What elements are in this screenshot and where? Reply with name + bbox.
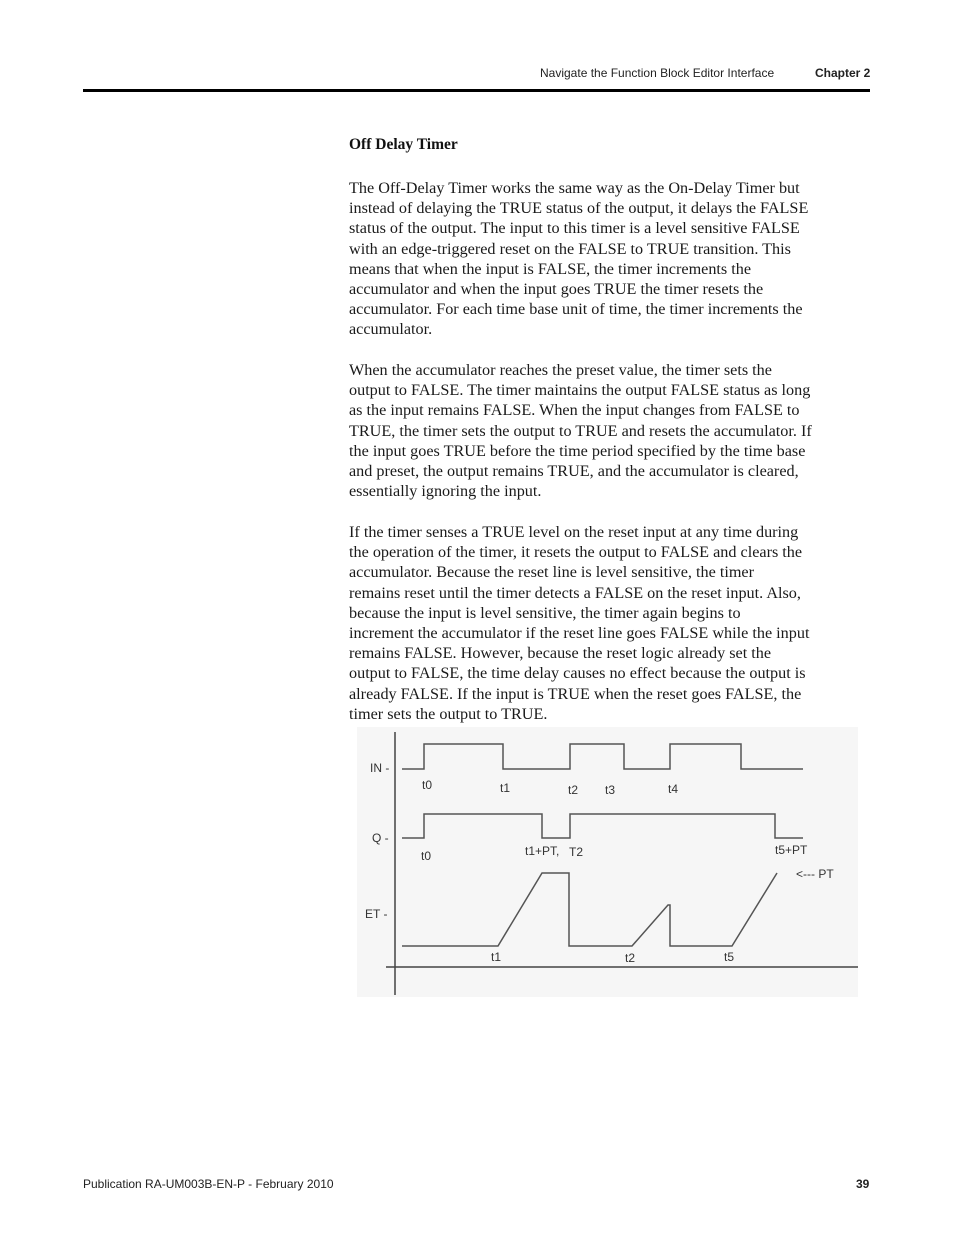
text-line: status of the output. The input to this timer is a level sensitive FALSE: [349, 219, 800, 238]
text-line: timer sets the output to TRUE.: [349, 704, 548, 723]
text-line: output to FALSE, the time delay causes no effect because the output is: [349, 664, 806, 683]
et-signal-label: ET -: [365, 907, 388, 921]
text-line: When the accumulator reaches the preset value, the timer sets the: [349, 361, 772, 379]
in-waveform: [402, 744, 803, 769]
text-line: because the input is level sensitive, the timer again begins to: [349, 603, 741, 622]
text-line: The Off-Delay Timer works the same way as the On-Delay Timer but: [349, 179, 800, 197]
q-time-label: t0: [421, 849, 432, 863]
footer-publication: Publication RA-UM003B-EN-P - February 2010: [83, 1177, 334, 1191]
text-line: essentially ignoring the input.: [349, 482, 542, 501]
in-time-label: t2: [568, 783, 579, 797]
pt-annotation: <--- PT: [796, 867, 834, 881]
in-time-label: t3: [605, 783, 616, 797]
header-rule: [83, 89, 870, 92]
text-line: the operation of the timer, it resets the output to FALSE and clears the: [349, 543, 803, 562]
et-waveform: [402, 873, 777, 946]
section-heading: Off Delay Timer: [349, 136, 458, 153]
in-time-label: t0: [422, 778, 433, 792]
q-time-label: t5+PT: [775, 843, 808, 857]
text-line: instead of delaying the TRUE status of the output, it delays the FALSE: [349, 199, 809, 218]
text-line: with an edge-triggered reset on the FALSE to TRUE transition. This: [349, 239, 791, 258]
paragraph-3: [349, 522, 869, 724]
header-section-title: Navigate the Function Block Editor Interface: [540, 66, 775, 80]
q-time-label: T2: [569, 845, 584, 859]
paragraph-2: [349, 360, 869, 501]
text-line: If the timer senses a TRUE level on the reset input at any time during: [349, 523, 799, 541]
text-line: as the input remains FALSE. When the input changes from FALSE to: [349, 401, 800, 420]
q-waveform: [402, 814, 803, 838]
page-number: 39: [856, 1177, 870, 1191]
text-line: output to FALSE. The timer maintains the output FALSE status as long: [349, 381, 811, 400]
q-signal-label: Q -: [372, 831, 389, 845]
text-line: accumulator. Because the reset line is level sensitive, the timer: [349, 563, 754, 582]
in-signal-label: IN -: [370, 761, 390, 775]
text-line: remains FALSE. However, because the reset logic already set the: [349, 644, 772, 663]
text-line: and preset, the output remains TRUE, and the accumulator is cleared,: [349, 462, 799, 481]
text-line: increment the accumulator if the reset line goes FALSE while the input: [349, 624, 810, 643]
et-time-label: t1: [491, 950, 502, 964]
in-time-label: t1: [500, 781, 511, 795]
text-line: TRUE, the timer sets the output to TRUE and resets the accumulator. If: [349, 421, 812, 440]
text-line: the input goes TRUE before the time period specified by the time base: [349, 441, 806, 460]
timing-diagram: [357, 727, 858, 997]
et-time-label: t5: [724, 950, 735, 964]
timing-diagram-svg: [357, 727, 858, 997]
text-line: means that when the input is FALSE, the timer increments the: [349, 259, 752, 278]
et-time-label: t2: [625, 951, 636, 965]
header-chapter: Chapter 2: [815, 66, 871, 80]
in-time-label: t4: [668, 782, 679, 796]
text-line: accumulator. For each time base unit of time, the timer increments the: [349, 300, 803, 319]
q-time-label: t1+PT,: [525, 844, 560, 858]
text-line: accumulator and when the input goes TRUE the timer resets the: [349, 280, 764, 299]
text-line: accumulator.: [349, 320, 433, 339]
paragraph-1: [349, 178, 869, 340]
text-line: already FALSE. If the input is TRUE when the reset goes FALSE, the: [349, 684, 802, 703]
text-line: remains reset until the timer detects a FALSE on the reset input. Also,: [349, 583, 801, 602]
